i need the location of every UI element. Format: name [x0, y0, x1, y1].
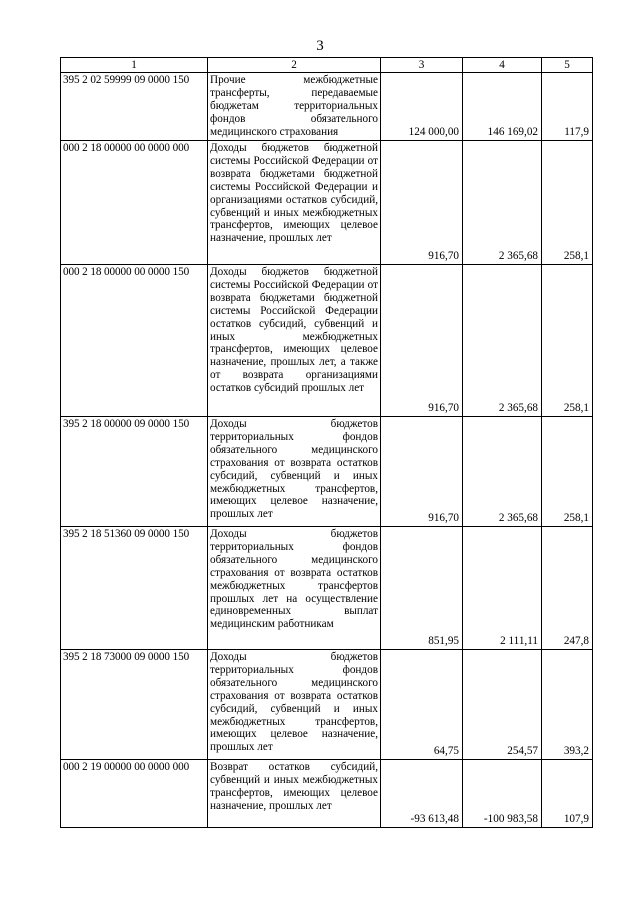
row-value-col5: 258,1	[542, 141, 593, 265]
row-value-col5: 247,8	[542, 527, 593, 650]
row-value-col4: 254,57	[463, 650, 542, 760]
row-value-col4: -100 983,58	[463, 760, 542, 828]
table-row	[61, 265, 593, 417]
row-code: 395 2 02 59999 09 0000 150	[61, 73, 208, 141]
table-row	[61, 417, 593, 527]
row-value-col3: 916,70	[381, 265, 463, 417]
row-value-col3: 124 000,00	[381, 73, 463, 141]
column-header-4: 4	[463, 58, 542, 73]
row-value-col4: 2 365,68	[463, 265, 542, 417]
table-row	[61, 73, 593, 141]
row-code: 000 2 18 00000 00 0000 150	[61, 265, 208, 417]
row-code: 395 2 18 73000 09 0000 150	[61, 650, 208, 760]
row-description: Доходы бюджетов территориальных фондов обязательного медицинского страхования от возврата остатков субсидий, субвенций и иных межбюджетных трансфертов, имеющих целевое назначение, прошлых лет	[208, 417, 381, 527]
table-row	[61, 650, 593, 760]
row-value-col4: 146 169,02	[463, 73, 542, 141]
row-value-col3: 916,70	[381, 141, 463, 265]
row-description: Прочие межбюджетные трансферты, передаваемые бюджетам территориальных фондов обязательного медицинского страхования	[208, 73, 381, 141]
page-number: 3	[316, 38, 324, 54]
row-value-col5: 258,1	[542, 265, 593, 417]
column-header-2: 2	[208, 58, 381, 73]
row-description: Доходы бюджетов бюджетной системы Российской Федерации от возврата бюджетами бюджетной системы Российской Федерации остатков субсидий, субвенций и иных межбюджетных трансфертов, имеющих целевое назначение, прошлых лет, а также от возврата организациями остатков субсидий прошлых лет	[208, 265, 381, 417]
row-code: 395 2 18 51360 09 0000 150	[61, 527, 208, 650]
row-value-col4: 2 111,11	[463, 527, 542, 650]
column-header-1: 1	[61, 58, 208, 73]
row-value-col5: 107,9	[542, 760, 593, 828]
row-value-col4: 2 365,68	[463, 417, 542, 527]
table-row	[61, 760, 593, 828]
row-description: Доходы бюджетов территориальных фондов обязательного медицинского страхования от возврата остатков субсидий, субвенций и иных межбюджетных трансфертов, имеющих целевое назначение, прошлых лет	[208, 650, 381, 760]
row-value-col5: 117,9	[542, 73, 593, 141]
row-value-col3: -93 613,48	[381, 760, 463, 828]
table-row	[61, 527, 593, 650]
row-code: 000 2 19 00000 00 0000 000	[61, 760, 208, 828]
column-header-5: 5	[542, 58, 593, 73]
row-code: 000 2 18 00000 00 0000 000	[61, 141, 208, 265]
row-description: Доходы бюджетов бюджетной системы Российской Федерации от возврата бюджетами бюджетной системы Российской Федерации и организациями остатков субсидий, субвенций и иных межбюджетных трансфертов, имеющих целевое назначение, прошлых лет	[208, 141, 381, 265]
revenue-table	[60, 57, 593, 828]
table-row	[61, 141, 593, 265]
row-value-col5: 393,2	[542, 650, 593, 760]
row-value-col3: 916,70	[381, 417, 463, 527]
row-description: Возврат остатков субсидий, субвенций и иных межбюджетных трансфертов, имеющих целевое назначение, прошлых лет	[208, 760, 381, 828]
column-header-3: 3	[381, 58, 463, 73]
row-value-col5: 258,1	[542, 417, 593, 527]
row-code: 395 2 18 00000 09 0000 150	[61, 417, 208, 527]
row-description: Доходы бюджетов территориальных фондов обязательного медицинского страхования от возврата остатков межбюджетных трансфертов прошлых лет на осуществление единовременных выплат медицинским работникам	[208, 527, 381, 650]
row-value-col4: 2 365,68	[463, 141, 542, 265]
table-header-row	[61, 58, 593, 73]
row-value-col3: 851,95	[381, 527, 463, 650]
row-value-col3: 64,75	[381, 650, 463, 760]
